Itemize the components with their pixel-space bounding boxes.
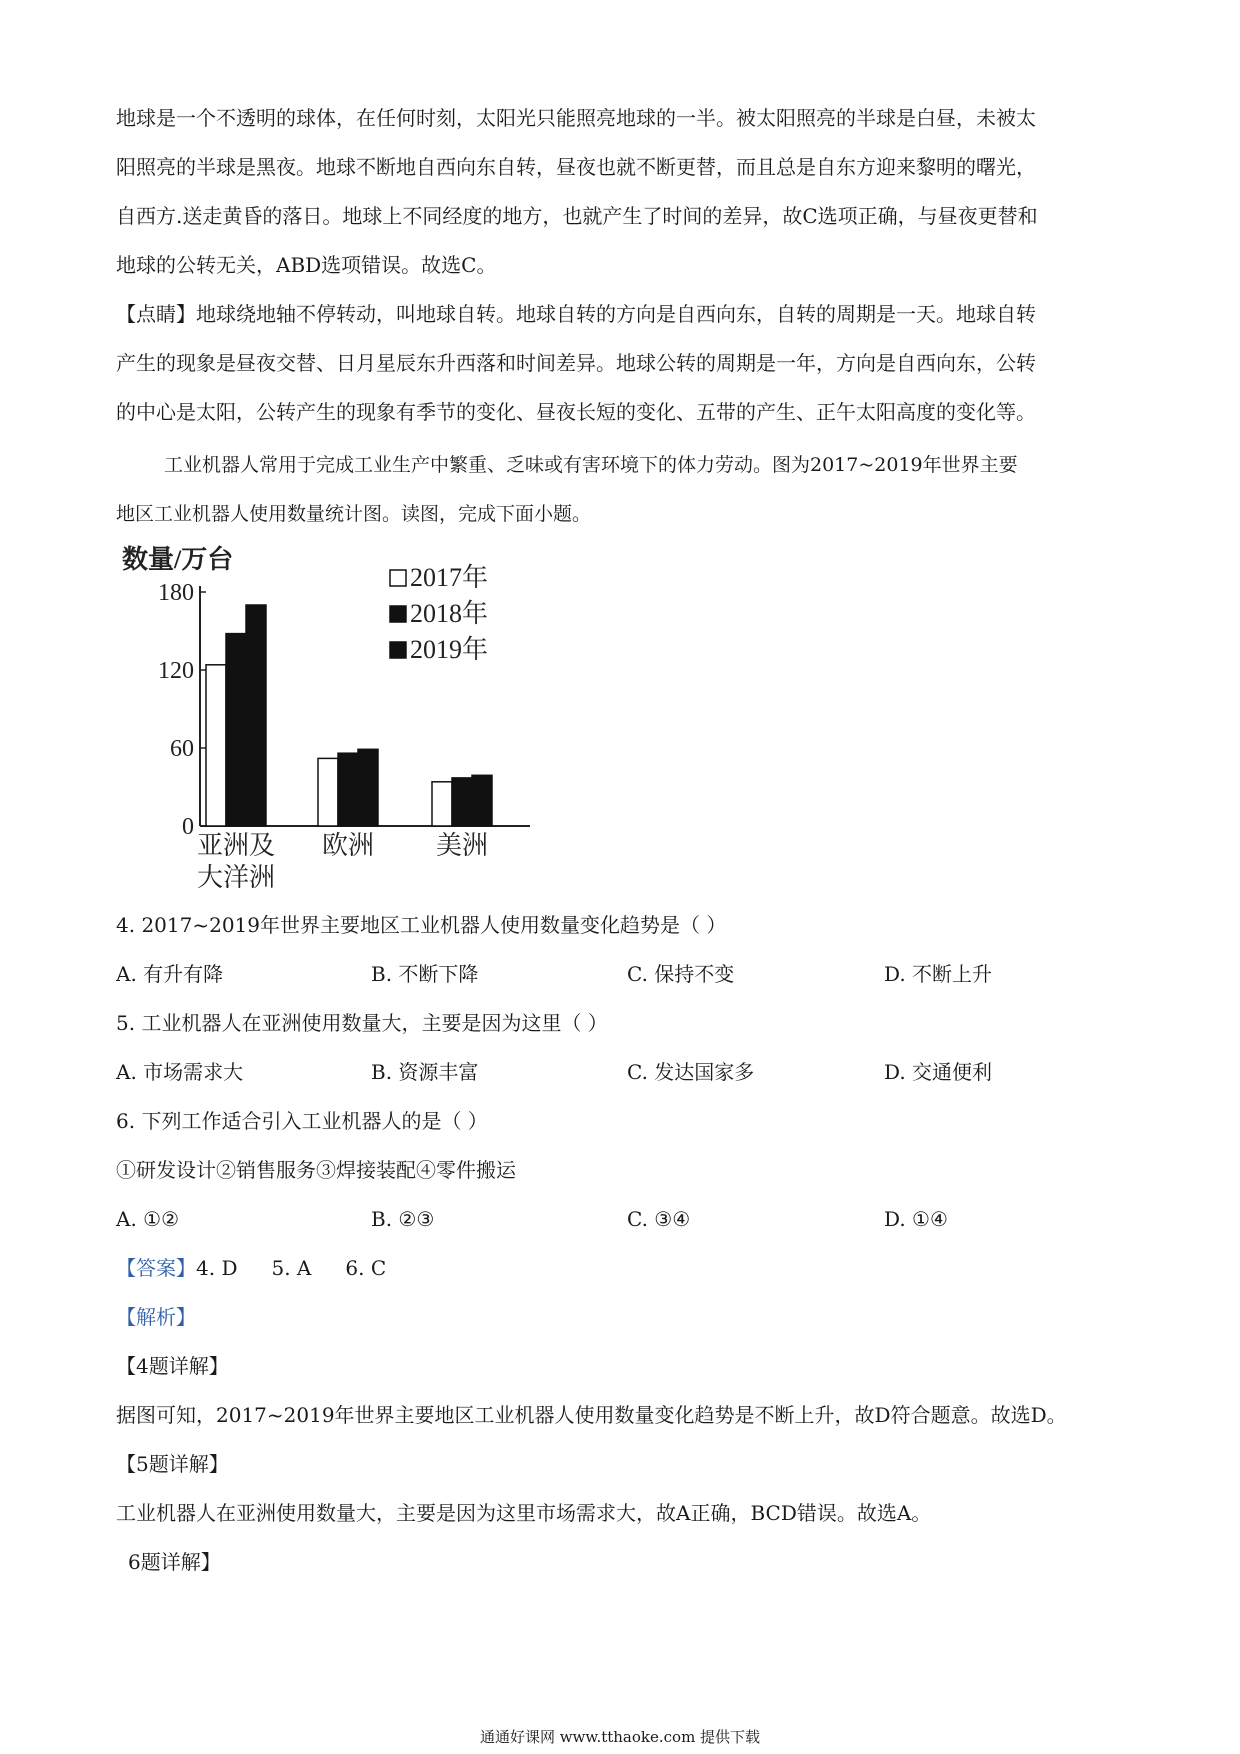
y-tick-label: 180: [158, 580, 194, 606]
detail-6-heading: 6题详解】: [128, 1550, 221, 1574]
bar-2018年-亚洲及大洋洲: [226, 634, 246, 826]
legend-swatch: [390, 642, 406, 658]
text-line: 地球是一个不透明的球体，在任何时刻，太阳光只能照亮地球的一半。被太阳照亮的半球是白昼，未被太: [116, 106, 1036, 130]
q6-option-c: C. ③④: [627, 1207, 691, 1231]
bar-2019年-美洲: [472, 775, 492, 826]
question-6: 6. 下列工作适合引入工业机器人的是（ ）: [116, 1109, 488, 1133]
question-4: 4. 2017~2019年世界主要地区工业机器人使用数量变化趋势是（ ）: [116, 913, 727, 937]
legend-swatch: [390, 570, 406, 586]
text-line: 阳照亮的半球是黑夜。地球不断地自西向东自转，昼夜也就不断更替，而且总是自东方迎来黎明的曙光，: [116, 155, 1036, 179]
q4-option-b: B. 不断下降: [371, 962, 479, 986]
intro-line: 地区工业机器人使用数量统计图。读图，完成下面小题。: [116, 503, 592, 525]
text-line: 自西方.送走黄昏的落日。地球上不同经度的地方，也就产生了时间的差异，故C选项正确，与昼夜更替和: [116, 204, 1038, 228]
y-tick-label: 60: [170, 736, 194, 762]
bar-2018年-欧洲: [338, 753, 358, 826]
legend-label: 2017年: [410, 563, 489, 592]
detail-4-text: 据图可知，2017~2019年世界主要地区工业机器人使用数量变化趋势是不断上升，故D符合题意。故选D。: [116, 1403, 1067, 1427]
y-tick-label: 0: [182, 814, 194, 840]
bar-2017年-美洲: [432, 782, 452, 826]
legend-label: 2019年: [410, 635, 489, 664]
category-label: 美洲: [435, 831, 489, 860]
answer-6: 6. C: [345, 1256, 387, 1280]
q4-option-c: C. 保持不变: [627, 962, 735, 986]
y-axis-label: 数量/万台: [122, 545, 234, 574]
answer-4: 4. D: [196, 1256, 238, 1280]
answer-line: [116, 1253, 386, 1283]
q6-option-d: D. ①④: [884, 1207, 948, 1231]
analysis-label: 【解析】: [116, 1305, 196, 1329]
robot-usage-chart: [110, 538, 560, 893]
y-tick-label: 120: [158, 658, 194, 684]
bar-2017年-欧洲: [318, 758, 338, 826]
category-label: 大洋洲: [196, 863, 276, 892]
category-label: 欧洲: [321, 831, 375, 860]
q5-option-c: C. 发达国家多: [627, 1060, 755, 1084]
dianjing-line: 的中心是太阳，公转产生的现象有季节的变化、昼夜长短的变化、五带的产生、正午太阳高度的变化等。: [116, 400, 1036, 424]
answer-label: 【答案】: [116, 1256, 196, 1280]
legend-label: 2018年: [410, 599, 489, 628]
q6-option-b: B. ②③: [371, 1207, 435, 1231]
intro-line: 工业机器人常用于完成工业生产中繁重、乏味或有害环境下的体力劳动。图为2017~2019年世界主要: [164, 454, 1018, 476]
category-label: 亚洲及: [196, 831, 276, 860]
detail-5-heading: 【5题详解】: [116, 1452, 229, 1476]
chart-svg: [110, 538, 560, 893]
detail-4-heading: 【4题详解】: [116, 1354, 229, 1378]
q6-option-a: A. ①②: [116, 1207, 180, 1231]
question-5: 5. 工业机器人在亚洲使用数量大，主要是因为这里（ ）: [116, 1011, 608, 1035]
legend-swatch: [390, 606, 406, 622]
q5-option-a: A. 市场需求大: [116, 1060, 244, 1084]
page-footer: 通通好课网 www.tthaoke.com 提供下载: [479, 1728, 761, 1746]
bar-2019年-亚洲及大洋洲: [246, 605, 266, 826]
answer-5: 5. A: [271, 1256, 312, 1280]
bar-2017年-亚洲及大洋洲: [206, 665, 226, 826]
dianjing-line: 产生的现象是昼夜交替、日月星辰东升西落和时间差异。地球公转的周期是一年，方向是自西向东，公转: [116, 351, 1036, 375]
dianjing-line: 【点睛】地球绕地轴不停转动，叫地球自转。地球自转的方向是自西向东，自转的周期是一天。地球自转: [116, 302, 1036, 326]
q5-option-d: D. 交通便利: [884, 1060, 993, 1084]
bar-2018年-美洲: [452, 778, 472, 826]
q4-option-a: A. 有升有降: [116, 962, 224, 986]
question-6-items: ①研发设计②销售服务③焊接装配④零件搬运: [116, 1158, 516, 1182]
q5-option-b: B. 资源丰富: [371, 1060, 479, 1084]
detail-5-text: 工业机器人在亚洲使用数量大，主要是因为这里市场需求大，故A正确，BCD错误。故选A。: [116, 1501, 932, 1525]
q4-option-d: D. 不断上升: [884, 962, 993, 986]
text-line: 地球的公转无关，ABD选项错误。故选C。: [116, 253, 497, 277]
bar-2019年-欧洲: [358, 749, 378, 826]
